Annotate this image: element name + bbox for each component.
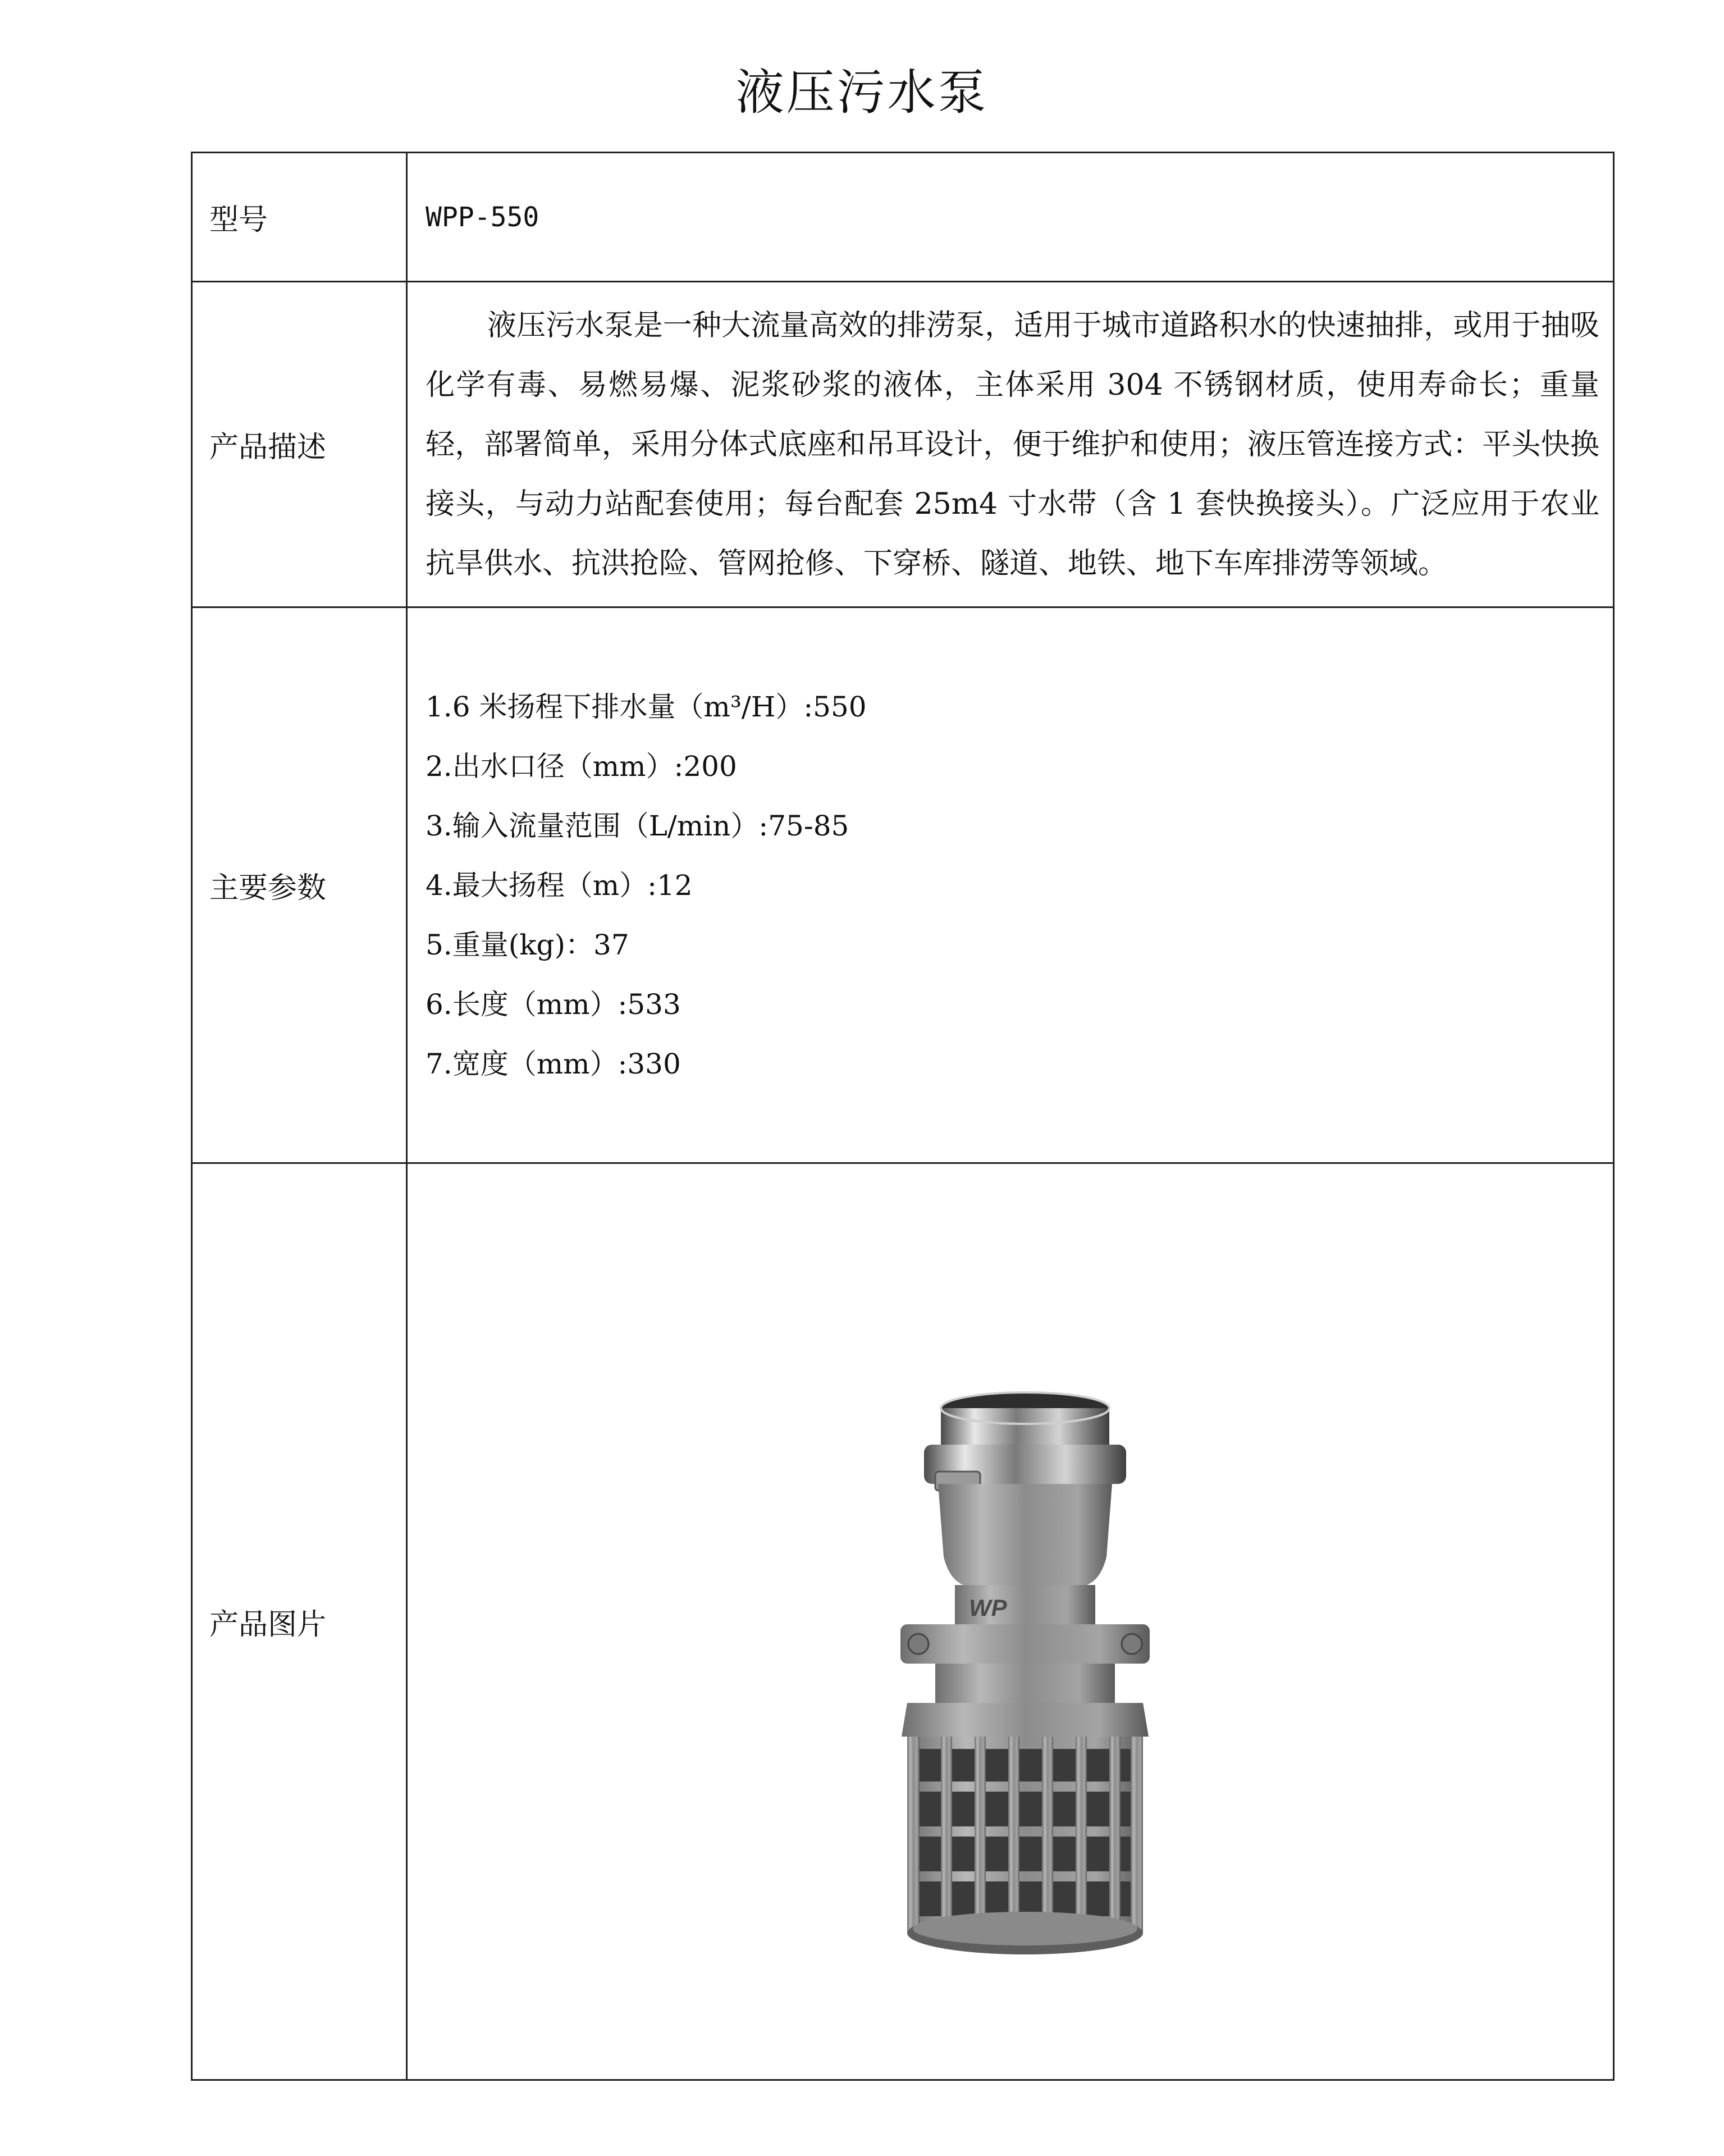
table-row-description (192, 282, 1614, 607)
table-row-model (192, 153, 1614, 282)
image-label: 产品图片 (192, 1163, 407, 2080)
param-item: 4.最大扬程（m）:12 (426, 869, 693, 902)
svg-text:WP: WP (969, 1595, 1007, 1621)
description-cell (407, 282, 1614, 607)
model-label: 型号 (192, 153, 407, 282)
param-item: 7.宽度（mm）:330 (426, 1047, 681, 1080)
image-holder (408, 1164, 1613, 2079)
param-list (426, 677, 1599, 1094)
description-text: 液压污水泵是一种大流量高效的排涝泵，适用于城市道路积水的快速抽排，或用于抽吸化学有毒、易燃易爆、泥浆砂浆的液体，主体采用 304 不锈钢材质，使用寿命长；重量轻，部署简单，采用分体式底座和吊耳设计，便于维护和使用；液压管连接方式：平头快换接头，与动力站配套使用；每台配套 25m4 寸水带（含 1 套快换接头）。广泛应用于农业抗旱供水、抗洪抢险、管网抢修、下穿桥、隧道、地铁、地下车库排涝等领域。 (426, 308, 1599, 581)
image-cell (407, 1163, 1614, 2080)
param-item: 3.输入流量范围（L/min）:75-85 (426, 809, 849, 842)
model-value: WPP-550 (407, 153, 1614, 282)
description-label: 产品描述 (192, 282, 407, 607)
table-row-params (192, 607, 1614, 1163)
document-title: 液压污水泵 (735, 65, 989, 121)
spec-table (191, 152, 1615, 2081)
table-row-image (192, 1163, 1614, 2080)
param-item: 6.长度（mm）:533 (426, 988, 681, 1021)
params-label: 主要参数 (192, 607, 407, 1163)
param-item: 2.出水口径（mm）:200 (426, 750, 737, 783)
pump-photo-icon (885, 1388, 1165, 1961)
params-cell (407, 607, 1614, 1163)
param-item: 5.重量(kg)：37 (426, 928, 629, 961)
param-item: 1.6 米扬程下排水量（m³/H）:550 (426, 690, 867, 723)
